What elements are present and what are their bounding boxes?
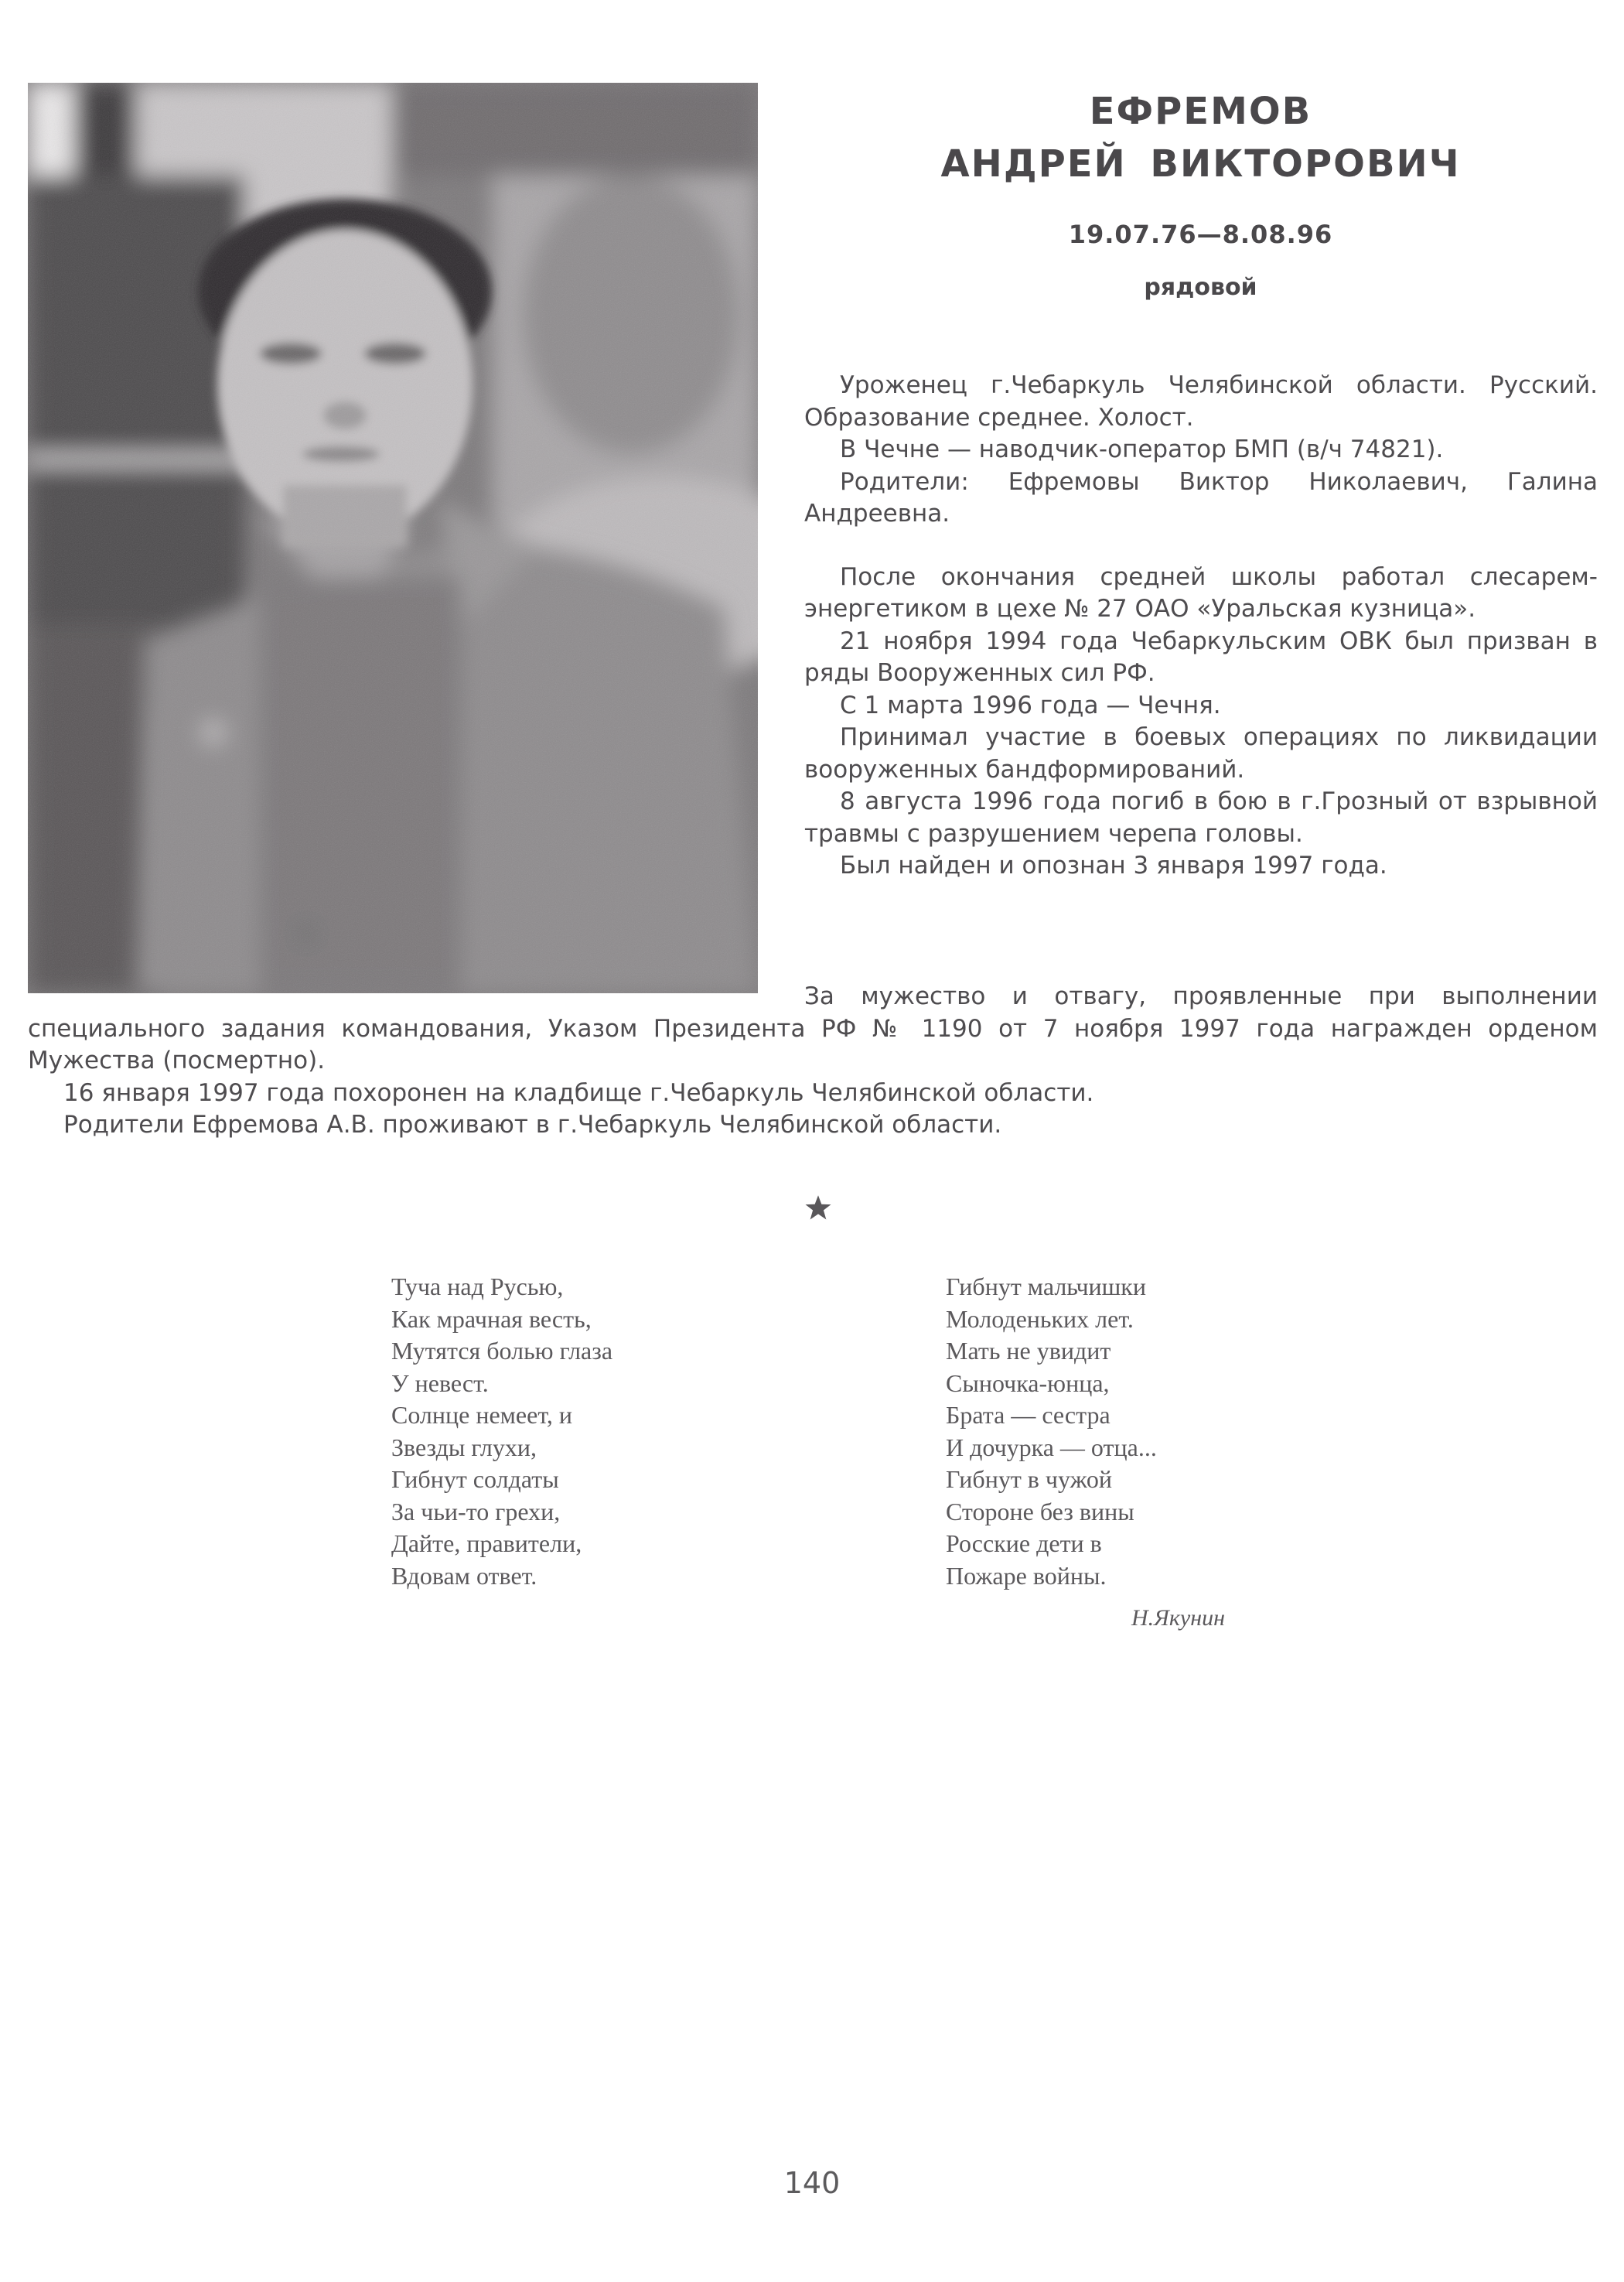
poem-right-column: [946, 1271, 1157, 1592]
poem-line: Мутятся болью глаза: [391, 1337, 613, 1365]
surname: ЕФРЕМОВ: [1089, 90, 1312, 133]
bio-paragraph-award: За мужество и отвагу, проявленные при выполнении специального задания командования, Указом Президента РФ № 1190 от 7 ноября 1997 года награжден орденом Мужества (посмертно).: [28, 982, 1598, 1074]
military-rank: рядовой: [1144, 274, 1257, 301]
bio-paragraph: 8 августа 1996 года погиб в бою в г.Грозный от взрывной травмы с разрушением черепа головы.: [804, 787, 1598, 848]
poem-line: И дочурка — отца...: [946, 1433, 1157, 1461]
poem-line: У невест.: [391, 1368, 489, 1397]
poem-line: Туча над Русью,: [391, 1273, 564, 1300]
poem-line: За чьи-то грехи,: [391, 1497, 561, 1525]
poem-line: Вдовам ответ.: [391, 1561, 537, 1590]
biography-right-column: [804, 370, 1598, 883]
header-block: [804, 85, 1597, 301]
bio-paragraph: Был найден и опознан 3 января 1997 года.: [840, 852, 1387, 880]
star-icon: [804, 1194, 832, 1221]
poem-line: Как мрачная весть,: [391, 1304, 592, 1333]
poem-line: Стороне без вины: [946, 1497, 1134, 1525]
page-number: 140: [783, 2166, 841, 2200]
poem-line: Гибнут в чужой: [946, 1465, 1113, 1493]
bio-paragraph: В Чечне — наводчик-оператор БМП (в/ч 74821).: [840, 436, 1444, 463]
bio-paragraph: Уроженец г.Чебаркуль Челябинской области. Русский. Образование среднее. Холост.: [804, 371, 1598, 432]
poem-line: Гибнут солдаты: [391, 1465, 559, 1493]
soldier-portrait-photo: [28, 83, 758, 993]
poem-line: Молоденьких лет.: [946, 1304, 1134, 1333]
poem-line: Мать не увидит: [946, 1337, 1111, 1365]
poem-author: Н.Якунин: [1131, 1605, 1225, 1631]
life-dates: 19.07.76—8.08.96: [1068, 220, 1333, 249]
bio-paragraph-burial: 16 января 1997 года похоронен на кладбище г.Чебаркуль Челябинской области.: [63, 1078, 1094, 1107]
bio-paragraph: После окончания средней школы работал слесарем-энергетиком в цехе № 27 ОАО «Уральская кузница».: [804, 562, 1598, 623]
bio-paragraph: 21 ноября 1994 года Чебаркульским ОВК был призван в ряды Вооруженных сил РФ.: [804, 627, 1598, 687]
poem-line: Звезды глухи,: [391, 1433, 537, 1461]
poem-line: Брата — сестра: [946, 1401, 1111, 1429]
poem-line: Пожаре войны.: [946, 1561, 1107, 1590]
poem-left-column: [391, 1271, 612, 1592]
poem-line: Солнце немеет, и: [391, 1401, 573, 1429]
paragraph-gap: [804, 531, 1598, 562]
bio-paragraph: Принимал участие в боевых операциях по ликвидации вооруженных бандформирований.: [804, 723, 1598, 784]
poem-line: Дайте, правители,: [391, 1529, 582, 1557]
portrait-photo-icon: [28, 83, 758, 993]
poem-line: Росские дети в: [946, 1529, 1102, 1557]
biography-full-width: [28, 981, 1598, 1142]
bio-paragraph: С 1 марта 1996 года — Чечня.: [840, 691, 1221, 719]
bio-paragraph: Родители: Ефремовы Виктор Николаевич, Галина Андреевна.: [804, 467, 1598, 528]
poem-line: Гибнут мальчишки: [946, 1273, 1146, 1300]
bio-paragraph-parents: Родители Ефремова А.В. проживают в г.Чебаркуль Челябинской области.: [63, 1111, 1002, 1139]
given-names: АНДРЕЙ ВИКТОРОВИЧ: [940, 142, 1461, 186]
poem-line: Сыночка-юнца,: [946, 1368, 1110, 1397]
